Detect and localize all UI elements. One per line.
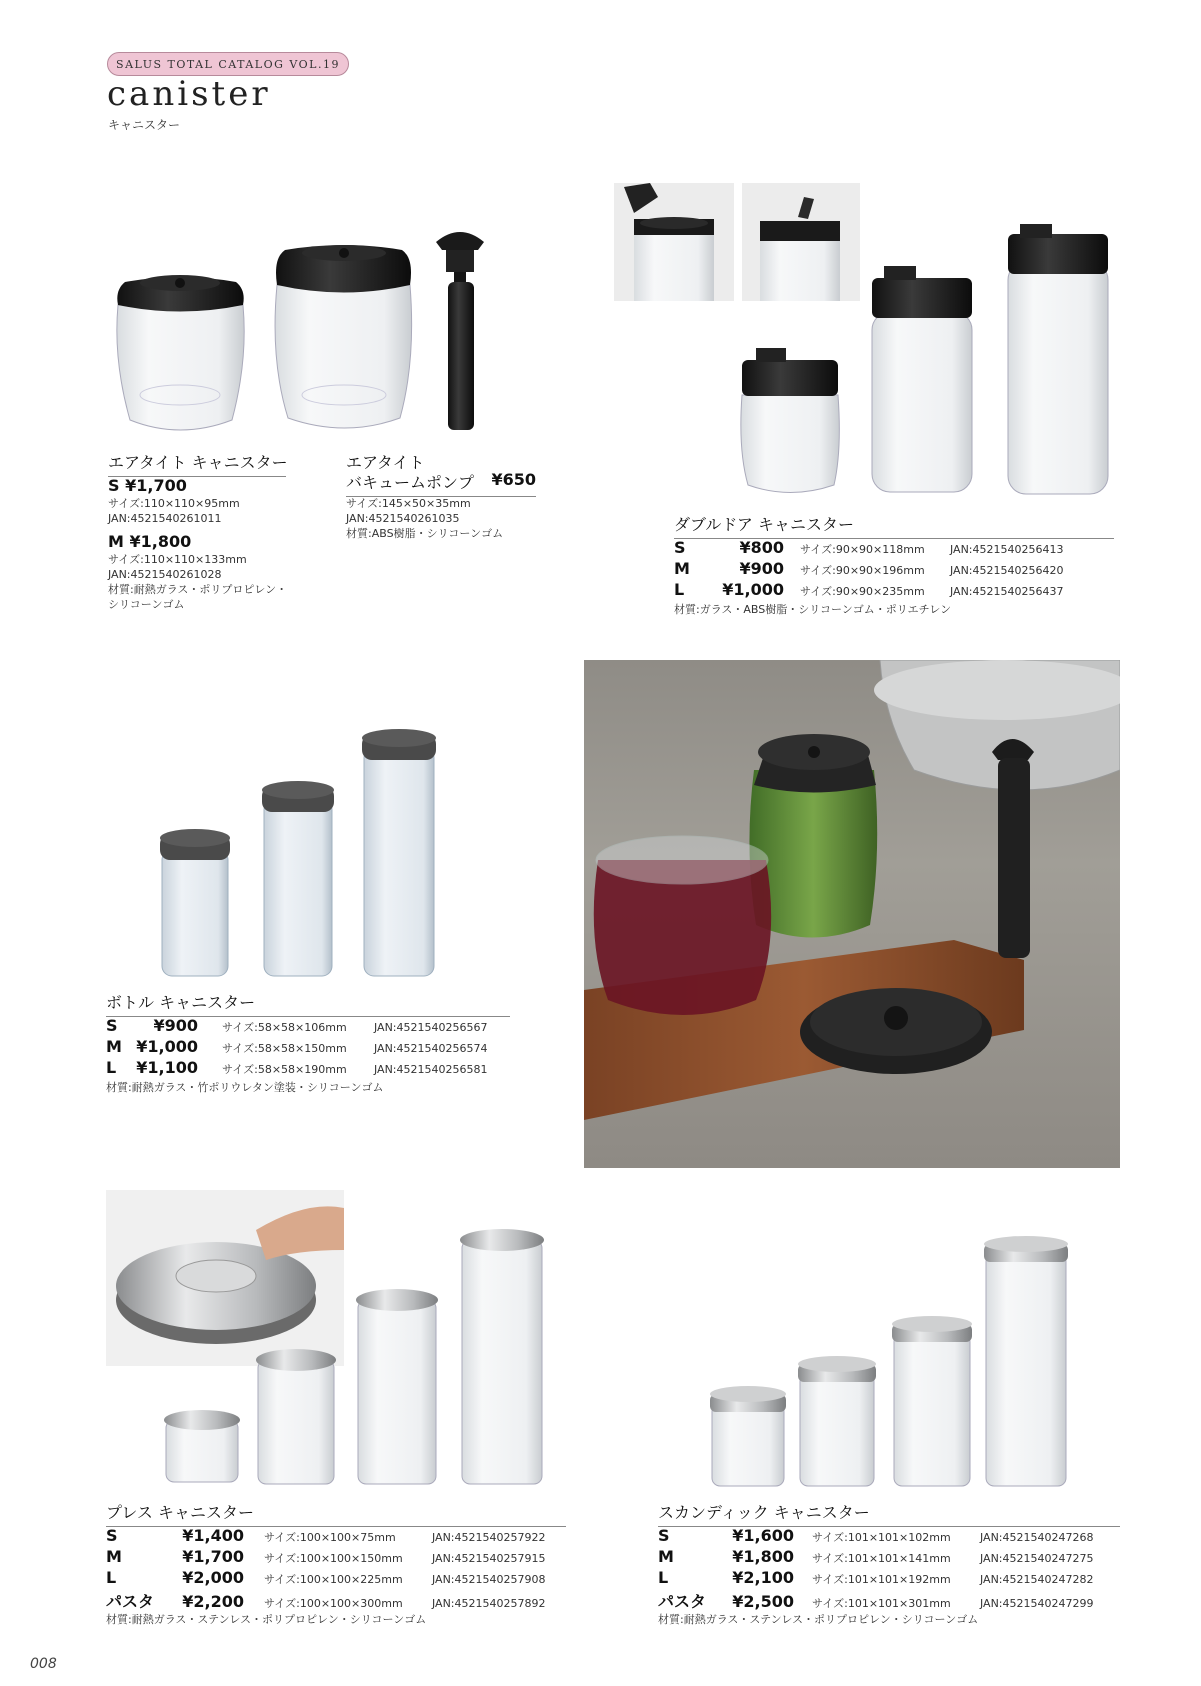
row-jan: JAN:4521540247275 (980, 1552, 1094, 1565)
row-dimensions: サイズ:58×58×190mm (222, 1063, 347, 1076)
pump-name: バキュームポンプ (346, 473, 475, 492)
pump-name-line-1: エアタイト (346, 453, 425, 472)
press-row-l (106, 1568, 546, 1588)
row-jan: JAN:4521540256581 (374, 1063, 488, 1076)
row-size: S (674, 538, 686, 557)
press-row-s (106, 1526, 546, 1546)
page-title: canister (107, 74, 271, 114)
row-size: M (674, 559, 690, 578)
row-jan: JAN:4521540247268 (980, 1531, 1094, 1544)
scandic-row-s (658, 1526, 1094, 1546)
row-jan: JAN:4521540257915 (432, 1552, 546, 1565)
double-door-closeup-spout (742, 183, 860, 301)
press-row-m (106, 1547, 546, 1567)
scandic-canister-image (0, 0, 1, 1)
scandic-row-pasta (658, 1589, 1094, 1609)
row-jan: JAN:4521540257908 (432, 1573, 546, 1586)
pump-price: ¥650 (491, 470, 536, 489)
airtight-s-size: サイズ:110×110×95mm (108, 497, 240, 510)
row-price: ¥1,000 (722, 580, 784, 599)
airtight-s-jan: JAN:4521540261011 (108, 512, 222, 525)
double-door-row-s (674, 538, 1064, 558)
pump-name-line-2 (346, 470, 536, 497)
double-door-material: 材質:ガラス・ABS樹脂・シリコーンゴム・ポリエチレン (674, 603, 952, 616)
bottle-row-l (106, 1058, 488, 1078)
row-size: L (106, 1058, 117, 1077)
row-price: ¥1,000 (136, 1037, 198, 1056)
row-jan: JAN:4521540256574 (374, 1042, 488, 1055)
row-dimensions: サイズ:58×58×106mm (222, 1021, 347, 1034)
pump-jan: JAN:4521540261035 (346, 512, 460, 525)
double-door-row-l (674, 580, 1064, 600)
row-dimensions: サイズ:100×100×150mm (264, 1552, 403, 1565)
row-dimensions: サイズ:100×100×300mm (264, 1597, 403, 1610)
row-price: ¥1,800 (732, 1547, 794, 1566)
scandic-row-l (658, 1568, 1094, 1588)
row-dimensions: サイズ:90×90×235mm (800, 585, 925, 598)
bottle-row-s (106, 1016, 488, 1036)
airtight-material-1: 材質:耐熱ガラス・ポリプロピレン・ (108, 583, 288, 596)
row-dimensions: サイズ:101×101×102mm (812, 1531, 951, 1544)
pump-material: 材質:ABS樹脂・シリコーンゴム (346, 527, 504, 540)
airtight-material-2: シリコーンゴム (108, 598, 185, 611)
row-size: M (106, 1547, 122, 1566)
row-size: パスタ (106, 1592, 155, 1611)
row-dimensions: サイズ:58×58×150mm (222, 1042, 347, 1055)
row-dimensions: サイズ:100×100×225mm (264, 1573, 403, 1586)
row-dimensions: サイズ:90×90×196mm (800, 564, 925, 577)
row-price: ¥1,400 (182, 1526, 244, 1545)
row-dimensions: サイズ:100×100×75mm (264, 1531, 396, 1544)
row-size: M (106, 1037, 122, 1056)
row-jan: JAN:4521540247299 (980, 1597, 1094, 1610)
catalog-badge: SALUS TOTAL CATALOG VOL.19 (107, 52, 349, 76)
press-row-pasta (106, 1589, 546, 1609)
row-price: ¥1,700 (182, 1547, 244, 1566)
scandic-row-m (658, 1547, 1094, 1567)
airtight-s-price: S ¥1,700 (108, 476, 187, 495)
airtight-name: エアタイト キャニスター (108, 450, 286, 477)
row-jan: JAN:4521540256437 (950, 585, 1064, 598)
row-price: ¥1,600 (732, 1526, 794, 1545)
press-lid-closeup-photo (106, 1190, 344, 1366)
row-dimensions: サイズ:90×90×118mm (800, 543, 925, 556)
row-jan: JAN:4521540256413 (950, 543, 1064, 556)
row-jan: JAN:4521540247282 (980, 1573, 1094, 1586)
row-price: ¥1,100 (136, 1058, 198, 1077)
row-size: パスタ (658, 1592, 707, 1611)
row-jan: JAN:4521540257922 (432, 1531, 546, 1544)
scandic-material: 材質:耐熱ガラス・ステンレス・ポリプロピレン・シリコーンゴム (658, 1613, 979, 1626)
page-number: 008 (30, 1656, 57, 1672)
row-size: M (658, 1547, 674, 1566)
row-size: L (674, 580, 685, 599)
scandic-name: スカンディック キャニスター (658, 1500, 1120, 1527)
pump-size: サイズ:145×50×35mm (346, 497, 471, 510)
bottle-name: ボトル キャニスター (106, 990, 510, 1017)
press-name: プレス キャニスター (106, 1500, 566, 1527)
row-price: ¥2,100 (732, 1568, 794, 1587)
double-door-row-m (674, 559, 1064, 579)
row-jan: JAN:4521540256420 (950, 564, 1064, 577)
airtight-m-jan: JAN:4521540261028 (108, 568, 222, 581)
row-price: ¥2,000 (182, 1568, 244, 1587)
row-price: ¥2,500 (732, 1592, 794, 1611)
double-door-closeup-open (614, 183, 734, 301)
double-door-name: ダブルドア キャニスター (674, 512, 1114, 539)
airtight-m-price: M ¥1,800 (108, 532, 192, 551)
row-size: S (106, 1526, 118, 1545)
row-size: L (106, 1568, 117, 1587)
row-price: ¥800 (739, 538, 784, 557)
page-subtitle: キャニスター (108, 118, 181, 132)
row-dimensions: サイズ:101×101×141mm (812, 1552, 951, 1565)
row-jan: JAN:4521540257892 (432, 1597, 546, 1610)
row-size: S (106, 1016, 118, 1035)
lifestyle-photo (584, 660, 1120, 1168)
row-size: S (658, 1526, 670, 1545)
row-dimensions: サイズ:101×101×192mm (812, 1573, 951, 1586)
row-price: ¥900 (739, 559, 784, 578)
row-size: L (658, 1568, 669, 1587)
bottle-row-m (106, 1037, 488, 1057)
press-material: 材質:耐熱ガラス・ステンレス・ポリプロピレン・シリコーンゴム (106, 1613, 427, 1626)
airtight-m-size: サイズ:110×110×133mm (108, 553, 247, 566)
row-price: ¥900 (153, 1016, 198, 1035)
bottle-material: 材質:耐熱ガラス・竹ポリウレタン塗装・シリコーンゴム (106, 1081, 384, 1094)
row-dimensions: サイズ:101×101×301mm (812, 1597, 951, 1610)
row-jan: JAN:4521540256567 (374, 1021, 488, 1034)
row-price: ¥2,200 (182, 1592, 244, 1611)
